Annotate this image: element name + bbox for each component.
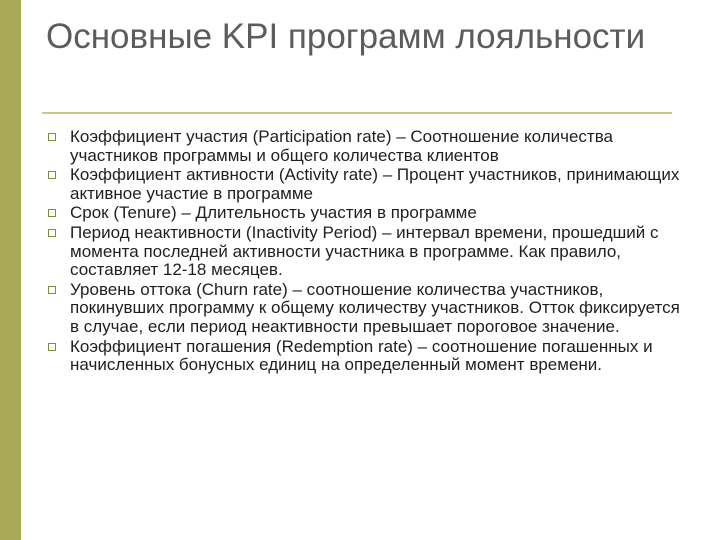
- bullet-item-inactivity-period: [46, 224, 686, 280]
- bullet-item-tenure: [46, 204, 686, 223]
- title-divider: [42, 112, 672, 114]
- square-outline-bullet-icon: [48, 171, 56, 179]
- bullet-text: Коэффициент участия (Participation rate) – Соотношение количества участников программы и общего количества клиентов: [70, 127, 614, 165]
- square-outline-bullet-icon: [48, 229, 56, 237]
- slide-accent-bar: [0, 0, 21, 540]
- bullet-text: Уровень оттока (Churn rate) – соотношение количества участников, покинувших программу к общему количеству участников. Отток фиксируется в случае, если период неактивности превышает пороговое значение.: [70, 279, 680, 336]
- bullet-text: Коэффициент активности (Activity rate) – Процент участников, принимающих активное участие в программе: [70, 165, 680, 203]
- bullet-list: [46, 128, 686, 376]
- bullet-item-activity-rate: [46, 166, 686, 203]
- bullet-item-redemption-rate: [46, 338, 686, 375]
- square-outline-bullet-icon: [48, 133, 56, 141]
- square-outline-bullet-icon: [48, 209, 56, 217]
- bullet-text: Коэффициент погашения (Redemption rate) – соотношение погашенных и начисленных бонусных единиц на определенный момент времени.: [70, 336, 653, 375]
- bullet-text: Срок (Tenure) – Длительность участия в программе: [70, 203, 477, 223]
- bullet-item-churn-rate: [46, 281, 686, 337]
- square-outline-bullet-icon: [48, 286, 56, 294]
- square-outline-bullet-icon: [48, 343, 56, 351]
- bullet-item-participation-rate: [46, 128, 686, 165]
- bullet-text: Период неактивности (Inactivity Period) – интервал времени, прошедший с момента последней активности участника в программе. Как правило, составляет 12-18 месяцев.: [70, 222, 659, 280]
- slide-title: Основные KPI программ лояльности: [46, 17, 646, 56]
